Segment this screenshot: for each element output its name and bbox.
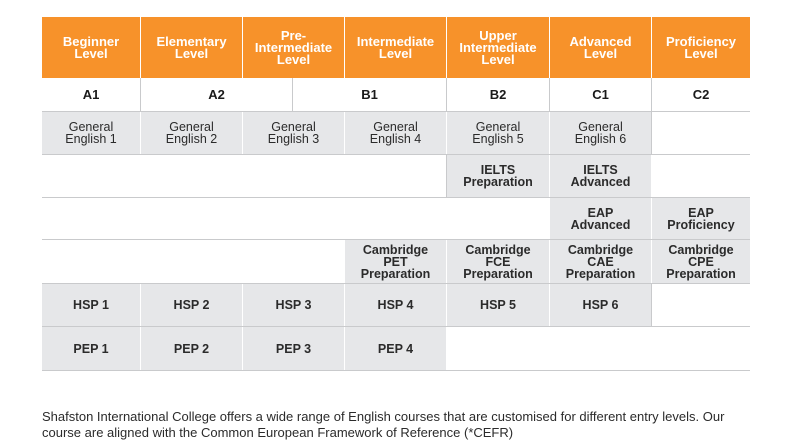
header-proficiency: Proficiency Level: [652, 17, 750, 78]
header-beginner: Beginner Level: [42, 17, 140, 78]
header-intermediate: Intermediate Level: [345, 17, 446, 78]
general-english-1: General English 1: [42, 112, 140, 154]
general-english-6: General English 6: [550, 112, 651, 154]
general-english-3: General English 3: [243, 112, 344, 154]
cambridge-fce: Cambridge FCE Preparation: [447, 240, 549, 283]
general-english-4: General English 4: [345, 112, 446, 154]
hsp-4: HSP 4: [345, 284, 446, 326]
ielts-preparation: IELTS Preparation: [447, 155, 549, 197]
cefr-b1: B1: [361, 86, 378, 102]
pep-4: PEP 4: [345, 327, 446, 370]
general-english-5: General English 5: [447, 112, 549, 154]
cambridge-cae: Cambridge CAE Preparation: [550, 240, 651, 283]
header-upper-intermediate: Upper Intermediate Level: [447, 17, 549, 78]
cefr-a2: A2: [208, 86, 225, 102]
cambridge-pet: Cambridge PET Preparation: [345, 240, 446, 283]
intro-caption: Shafston International College offers a wide range of English courses that are customised for different entry levels. Our course are aligned with the Common European Framework of Reference (*CEFR): [42, 409, 725, 440]
eap-advanced: EAP Advanced: [550, 198, 651, 239]
ielts-advanced: IELTS Advanced: [550, 155, 651, 197]
hsp-5: HSP 5: [447, 284, 549, 326]
header-elementary: Elementary Level: [141, 17, 242, 78]
header-pre-intermediate: Pre-Intermediate Level: [243, 17, 344, 78]
general-english-2: General English 2: [141, 112, 242, 154]
cefr-b2: B2: [489, 86, 507, 102]
cefr-c1: C1: [592, 86, 609, 102]
hsp-6: HSP 6: [550, 284, 651, 326]
pep-1: PEP 1: [42, 327, 140, 370]
pep-2: PEP 2: [141, 327, 242, 370]
cefr-c2: C2: [692, 86, 710, 102]
hsp-3: HSP 3: [243, 284, 344, 326]
pep-3: PEP 3: [243, 327, 344, 370]
hsp-2: HSP 2: [141, 284, 242, 326]
cambridge-cpe: Cambridge CPE Preparation: [652, 240, 750, 283]
cefr-a1: A1: [82, 86, 100, 102]
header-advanced: Advanced Level: [550, 17, 651, 78]
hsp-1: HSP 1: [42, 284, 140, 326]
eap-proficiency: EAP Proficiency: [652, 198, 750, 239]
